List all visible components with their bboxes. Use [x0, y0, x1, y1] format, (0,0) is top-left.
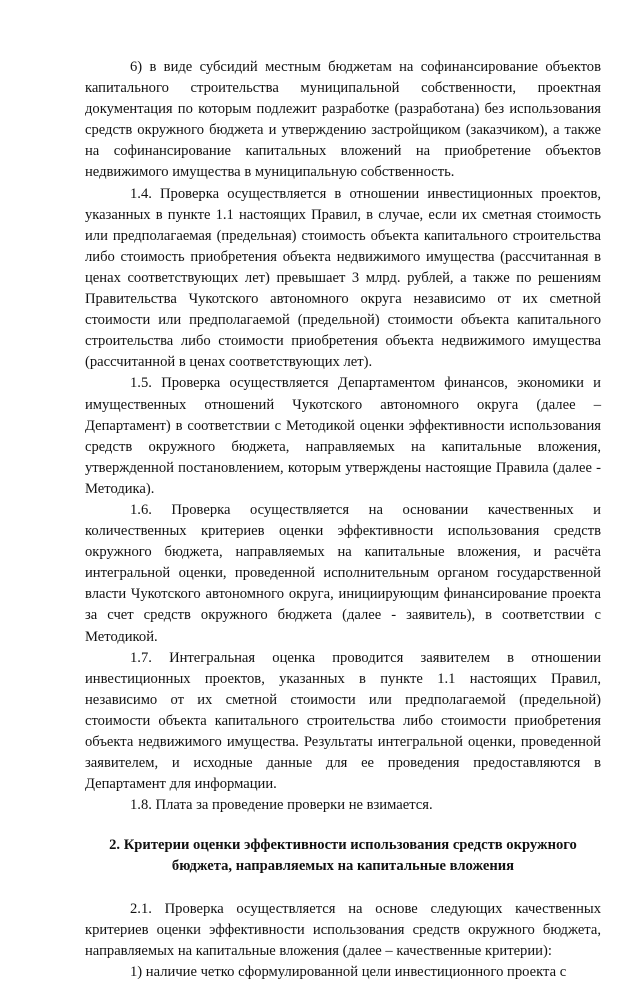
paragraph-1-8: 1.8. Плата за проведение проверки не взимается. — [130, 797, 433, 814]
paragraph-criterion-1: 1) наличие четко сформулированной цели инвестиционного проекта с — [130, 963, 567, 980]
paragraph-1-5: 1.5. Проверка осуществляется Департаментом финансов, экономики и имущественных отношений Чукотского автономного округа (далее – Департамент) в соответствии с Методикой оценки эффективности использования средств окружного бюджета, направляемых на капитальные вложения, утвержденной постановлением, которым утверждены настоящие Правила (далее - Методика). — [85, 375, 601, 497]
section-heading-line-1: 2. Критерии оценки эффективности использования средств окружного — [109, 837, 577, 854]
section-heading — [85, 835, 601, 877]
paragraph-2-1: 2.1. Проверка осуществляется на основе следующих качественных критериев оценки эффективности использования средств окружного бюджета, направляемых на капитальные вложения (далее – качественные критерии): — [85, 900, 601, 959]
document-page — [85, 57, 601, 983]
paragraph-1-6: 1.6. Проверка осуществляется на основании качественных и количественных критериев оценки эффективности использования средств окружного бюджета, направляемых на капитальные вложения, и расчёта интегральной оценки, проведенной исполнительным органом государственной власти Чукотского автономного округа, инициирующим финансирование проекта за счет средств окружного бюджета (далее - заявитель), в соответствии с Методикой. — [85, 501, 601, 645]
paragraph-subsidies-item-6: 6) в виде субсидий местным бюджетам на софинансирование объектов капитального строительства муниципальной собственности, проектная документация по которым подлежит разработке (разработана) без использования средств окружного бюджета и утверждению застройщиком (заказчиком), а также на софинансирование капитальных вложений на приобретение объектов недвижимого имущества в муниципальную собственность. — [85, 59, 601, 181]
paragraph-1-4: 1.4. Проверка осуществляется в отношении инвестиционных проектов, указанных в пункте 1.1 настоящих Правил, в случае, если их сметная стоимость или предполагаемая (предельная) стоимость объекта капитального строительства либо стоимость приобретения объекта недвижимого имущества (рассчитанная в ценах соответствующих лет) превышает 3 млрд. рублей, а также по решениям Правительства Чукотского автономного округа независимо от их сметной стоимости или предполагаемой (предельной) стоимости объекта капитального строительства либо стоимости приобретения объекта недвижимого имущества (рассчитанной в ценах соответствующих лет). — [85, 185, 601, 371]
paragraph-1-7: 1.7. Интегральная оценка проводится заявителем в отношении инвестиционных проектов, указанных в пункте 1.1 настоящих Правил, независимо от их сметной стоимости или предполагаемой (предельной) стоимости объекта капитального строительства либо стоимости приобретения объекта недвижимого имущества. Результаты интегральной оценки, проведенной заявителем, и исходные данные для ее проведения предоставляются в Департамент для информации. — [85, 649, 601, 793]
section-heading-line-2: бюджета, направляемых на капитальные вложения — [171, 858, 515, 875]
